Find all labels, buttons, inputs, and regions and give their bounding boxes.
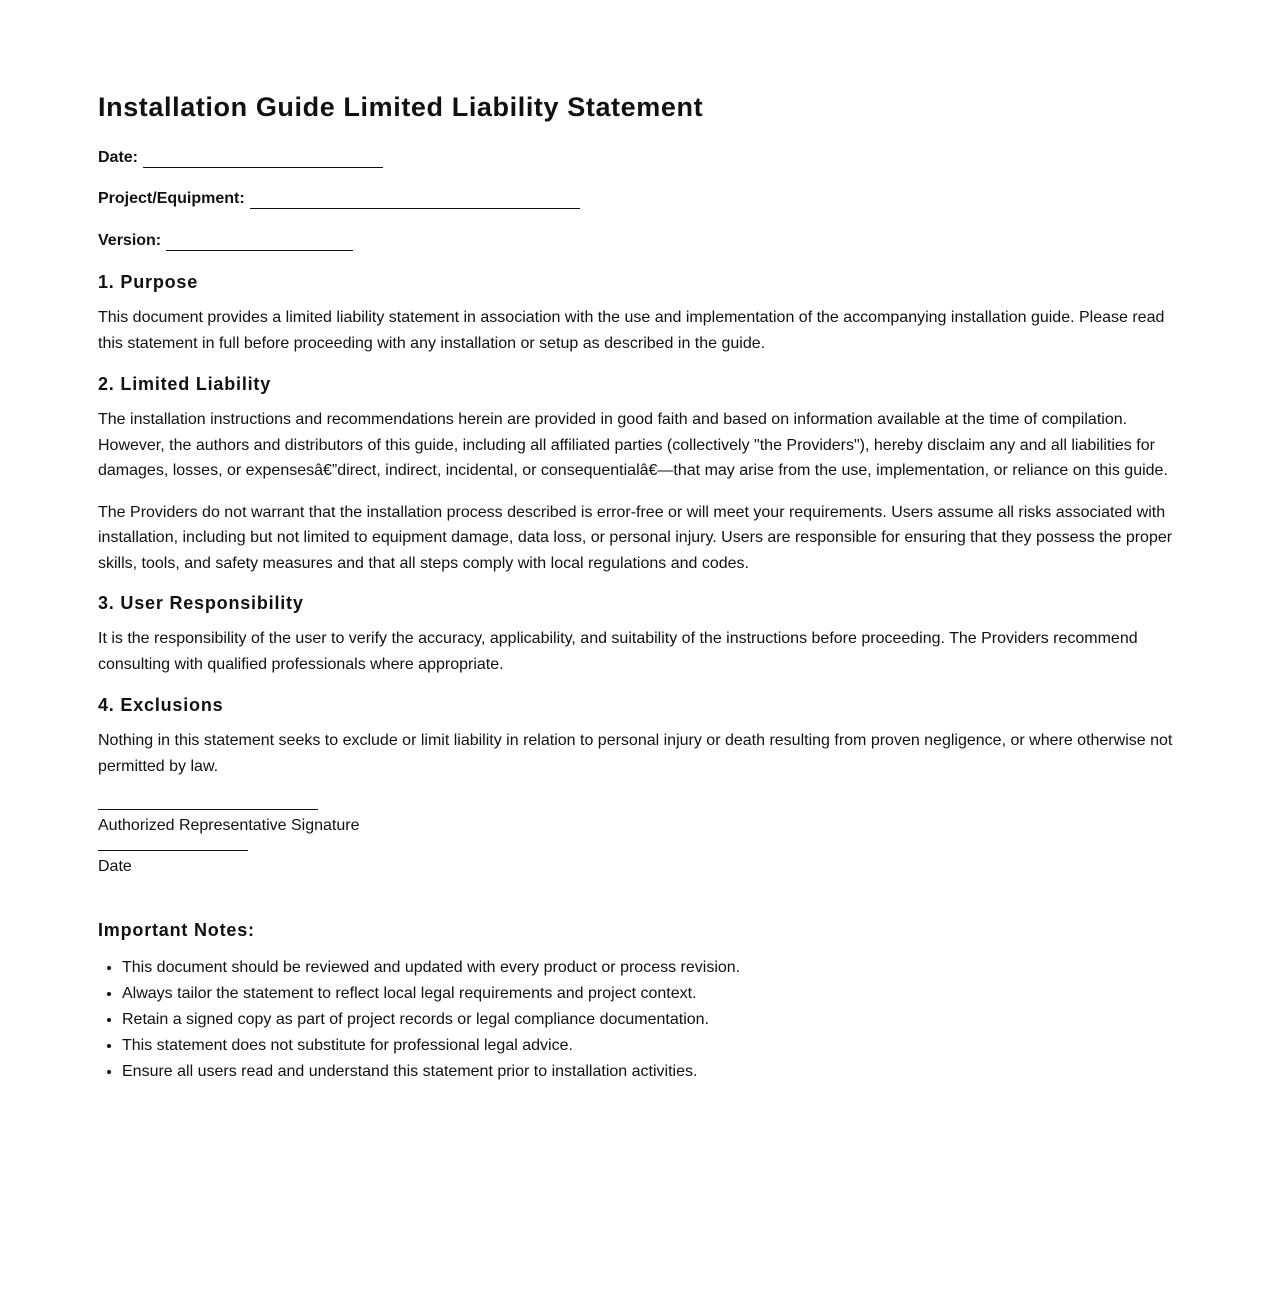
signature-date-line [98,850,248,851]
section-exclusions [98,694,1188,779]
list-item: • This statement does not substitute for professional legal advice. [122,1033,1188,1059]
section-paragraph: The installation instructions and recommendations herein are provided in good faith and based on information available at the time of compilation. However, the authors and distributors of this guide, including all affiliated parties (collectively "the Providers"), hereby disclaim any and all liabilities for damages, losses, or expensesâ€”direct, indirect, incidental, or consequentialâ€—that may arise from the use, implementation, or reliance on this guide. [98,411,1168,479]
section-paragraph: Nothing in this statement seeks to exclude or limit liability in relation to personal injury or death resulting from proven negligence, or where otherwise not permitted by law. [98,732,1173,775]
signature-label: Authorized Representative Signature [98,817,360,834]
important-notes [98,919,1188,1085]
section-heading: 1. Purpose [98,272,199,292]
date-field [98,148,1188,168]
section-user-responsibility [98,592,1188,677]
section-heading: 4. Exclusions [98,695,224,715]
project-equipment-field-label: Project/Equipment: [98,190,245,207]
date-field-blank-line [143,152,383,168]
section-paragraph: The Providers do not warrant that the installation process described is error-free or will meet your requirements. Users assume all risks associated with installation, including but not limited to equipment damage, data loss, or personal injury. Users are responsible for ensuring that they possess the proper skills, tools, and safety measures and that all steps comply with local regulations and codes. [98,503,1173,572]
list-item: • Ensure all users read and understand this statement prior to installation activities. [122,1059,1188,1085]
project-equipment-field [98,189,1188,209]
important-notes-list [98,955,1188,1085]
section-heading: 3. User Responsibility [98,593,304,613]
list-item: • Retain a signed copy as part of project records or legal compliance documentation. [122,1007,1188,1033]
version-field-label: Version: [98,232,162,249]
section-paragraph: It is the responsibility of the user to verify the accuracy, applicability, and suitability of the instructions before proceeding. The Providers recommend consulting with qualified professionals where appropriate. [98,630,1138,673]
version-field-blank-line [166,235,353,251]
date-field-label: Date: [98,149,139,166]
signature-block [98,809,1188,877]
section-heading: 2. Limited Liability [98,374,272,394]
signature-line [98,809,318,810]
page-title: Installation Guide Limited Liability Statement [98,92,704,122]
list-item: • This document should be reviewed and updated with every product or process revision. [122,955,1188,981]
section-limited-liability [98,373,1188,576]
important-notes-heading: Important Notes: [98,920,255,940]
section-paragraph: This document provides a limited liability statement in association with the use and implementation of the accompanying installation guide. Please read this statement in full before proceeding with any installation or setup as described in the guide. [98,309,1165,352]
project-equipment-field-blank-line [250,193,580,209]
section-purpose [98,271,1188,356]
version-field [98,231,1188,251]
list-item: • Always tailor the statement to reflect local legal requirements and project context. [122,981,1188,1007]
signature-date-label: Date [98,858,132,875]
